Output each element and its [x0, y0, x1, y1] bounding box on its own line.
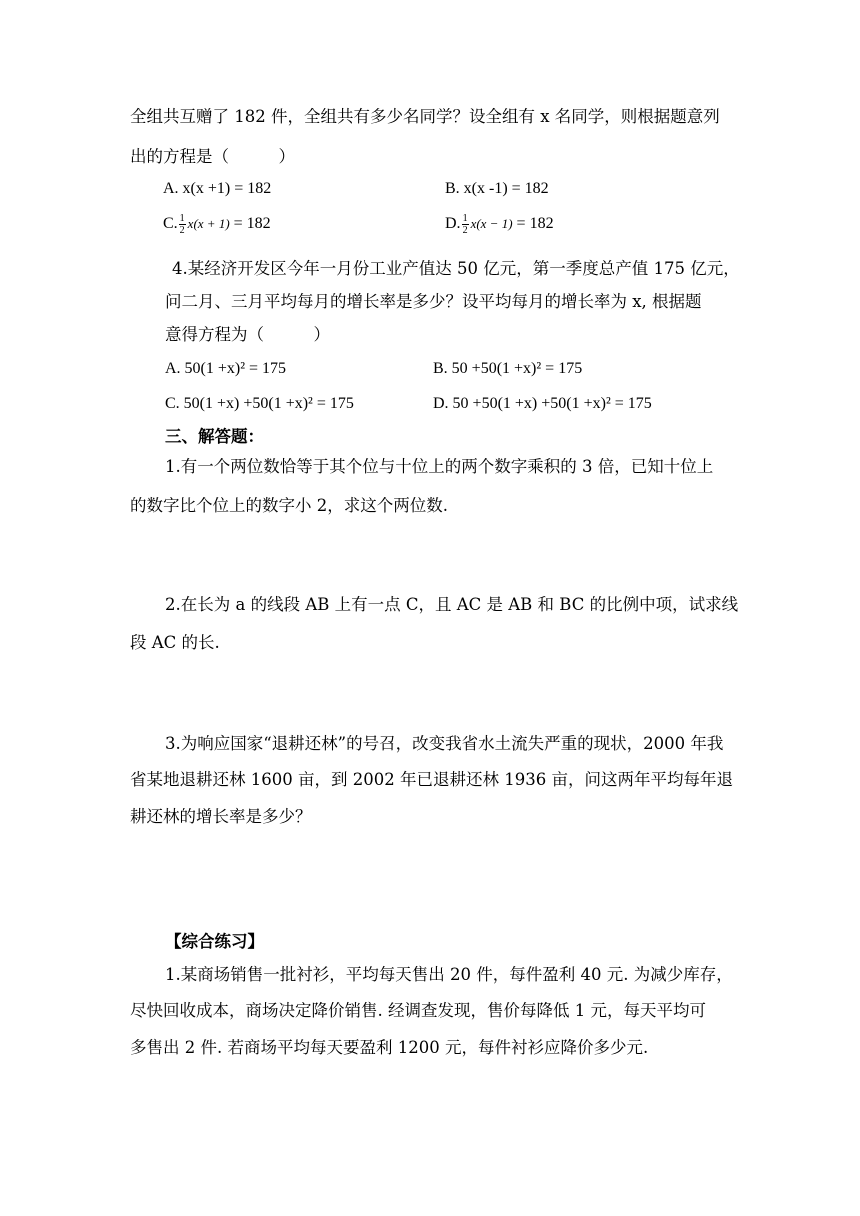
q4-stem-line-1: 4.某经济开发区今年一月份工业产值达 50 亿元，第一季度总产值 175 亿元， [172, 259, 740, 278]
q3-option-b: B. x(x -1) = 182 [445, 180, 549, 197]
practice-title: 【综合练习】 [165, 932, 264, 951]
practice-problem-1-line-3: 多售出 2 件. 若商场平均每天要盈利 1200 元，每件衬衫应降价多少元. [130, 1038, 649, 1057]
q4-option-c: C. 50(1 +x) +50(1 +x)² = 175 [165, 395, 354, 412]
q3-option-c-label: C. [163, 215, 178, 233]
q4-stem-line-2: 问二月、三月平均每月的增长率是多少？设平均每月的增长率为 x, 根据题 [165, 292, 702, 311]
q3-option-d-fraction [462, 213, 469, 236]
q3-option-c-expr: x(x + 1) [187, 216, 230, 232]
q3-option-c [163, 213, 271, 236]
q3-stem-line-1: 全组共互赠了 182 件，全组共有多少名同学？设全组有 x 名同学，则根据题意列 [130, 107, 720, 126]
q4-option-b: B. 50 +50(1 +x)² = 175 [433, 360, 583, 377]
practice-problem-1-line-1: 1.某商场销售一批衬衫，平均每天售出 20 件，每件盈利 40 元. 为减少库存， [165, 965, 733, 984]
q3-option-c-rhs: = 182 [229, 215, 271, 233]
problem-2-line-1: 2.在长为 a 的线段 AB 上有一点 C，且 AC 是 AB 和 BC 的比例中项，试求线 [165, 595, 739, 614]
problem-3-line-1: 3.为响应国家“退耕还林”的号召，改变我省水土流失严重的现状，2000 年我 [165, 734, 724, 753]
q3-option-d-label: D. [445, 215, 461, 233]
problem-3-line-2: 省某地退耕还林 1600 亩，到 2002 年已退耕还林 1936 亩，问这两年平均每年退 [130, 770, 733, 789]
section-3-title: 三、解答题： [165, 427, 264, 446]
problem-1-line-2: 的数字比个位上的数字小 2，求这个两位数. [130, 496, 448, 515]
problem-2-line-2: 段 AC 的长. [130, 633, 220, 652]
q4-option-a: A. 50(1 +x)² = 175 [165, 360, 287, 377]
q4-option-d: D. 50 +50(1 +x) +50(1 +x)² = 175 [433, 395, 652, 412]
q3-option-d-expr: x(x − 1) [470, 216, 513, 232]
problem-3-line-3: 耕还林的增长率是多少？ [130, 807, 312, 826]
q3-option-d-numerator: 1 [462, 213, 468, 224]
q3-option-c-numerator: 1 [179, 213, 185, 224]
problem-1-line-1: 1.有一个两位数恰等于其个位与十位上的两个数字乘积的 3 倍，已知十位上 [165, 457, 714, 476]
q3-option-c-fraction [179, 213, 186, 236]
q3-stem-line-2: 出的方程是（ ） [130, 147, 295, 166]
practice-problem-1-line-2: 尽快回收成本，商场决定降价销售. 经调查发现，售价每降低 1 元，每天平均可 [130, 1001, 706, 1020]
q4-stem-line-3: 意得方程为（ ） [165, 325, 330, 344]
q3-option-a: A. x(x +1) = 182 [163, 180, 272, 197]
q3-option-d-rhs: = 182 [512, 215, 554, 233]
q3-option-d [445, 213, 554, 236]
q3-option-c-denominator: 2 [179, 225, 185, 236]
q3-option-d-denominator: 2 [462, 225, 468, 236]
